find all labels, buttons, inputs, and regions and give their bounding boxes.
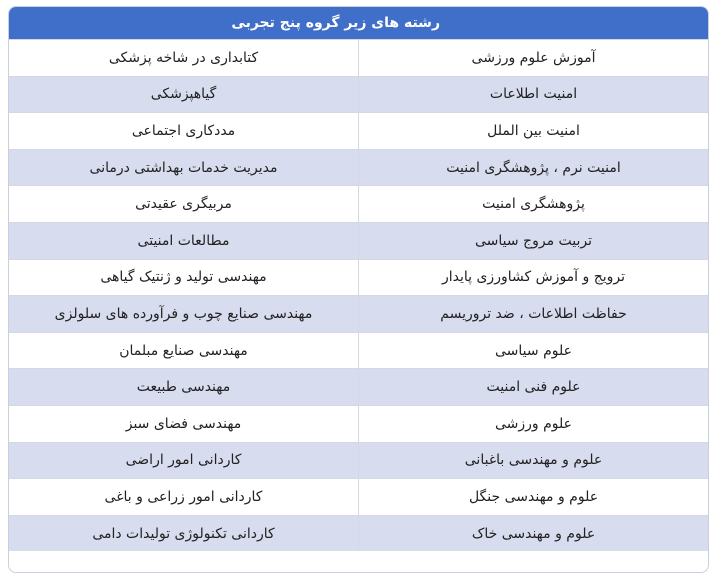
table-row <box>9 442 708 479</box>
table-cell-right: علوم ورزشی <box>358 406 708 442</box>
table-row <box>9 332 708 369</box>
table-cell-left: مدیریت خدمات بهداشتی درمانی <box>89 159 278 176</box>
table-cell-right: علوم و مهندسی جنگل <box>358 479 708 515</box>
table-body <box>9 39 708 551</box>
table-row <box>9 259 708 296</box>
table-row <box>9 295 708 332</box>
table-cell-right: حفاظت اطلاعات ، ضد تروریسم <box>358 296 708 332</box>
table-row <box>9 149 708 186</box>
table-row <box>9 185 708 222</box>
table-cell-right: علوم سیاسی <box>358 333 708 369</box>
table-cell-right: تربیت مروج سیاسی <box>358 223 708 259</box>
table-cell-right: امنیت نرم ، پژوهشگری امنیت <box>358 150 708 186</box>
table-cell-left: مهندسی طبیعت <box>136 379 231 396</box>
table-row <box>9 76 708 113</box>
table-cell-left: مهندسی تولید و ژنتیک گیاهی <box>100 269 267 286</box>
table-row <box>9 222 708 259</box>
majors-table <box>8 6 709 573</box>
table-cell-left: مهندسی صنایع مبلمان <box>119 342 248 359</box>
table-cell-right: آموزش علوم ورزشی <box>358 40 708 76</box>
table-cell-left: کتابداری در شاخه پزشکی <box>108 49 259 66</box>
table-row <box>9 478 708 515</box>
table-row <box>9 405 708 442</box>
table-cell-left: مددکاری اجتماعی <box>131 122 236 139</box>
table-cell-left: گیاهپزشکی <box>150 86 217 103</box>
table-cell-right: امنیت اطلاعات <box>358 77 708 113</box>
table-row <box>9 112 708 149</box>
table-row <box>9 515 708 552</box>
table-cell-right: ترویج و آموزش کشاورزی پایدار <box>358 260 708 296</box>
table-cell-left: مربیگری عقیدتی <box>135 196 232 213</box>
table-cell-left: کاردانی امور زراعی و باغی <box>104 488 263 505</box>
table-cell-left: مطالعات امنیتی <box>137 232 230 249</box>
table-cell-right: علوم فنی امنیت <box>358 369 708 405</box>
table-cell-left: مهندسی فضای سبز <box>125 415 242 432</box>
table-row <box>9 39 708 76</box>
table-cell-right: علوم و مهندسی باغبانی <box>358 443 708 479</box>
table-cell-right: پژوهشگری امنیت <box>358 186 708 222</box>
table-cell-left: مهندسی صنایع چوب و فرآورده های سلولزی <box>54 305 313 322</box>
table-row <box>9 368 708 405</box>
table-cell-left: کاردانی تکنولوژی تولیدات دامی <box>92 525 275 542</box>
table-cell-right: امنیت بین الملل <box>358 113 708 149</box>
table-cell-left: کاردانی امور اراضی <box>125 452 242 469</box>
table-cell-right: علوم و مهندسی خاک <box>358 516 708 552</box>
table-title: رشته های زیر گروه پنج تجربی <box>9 7 708 39</box>
